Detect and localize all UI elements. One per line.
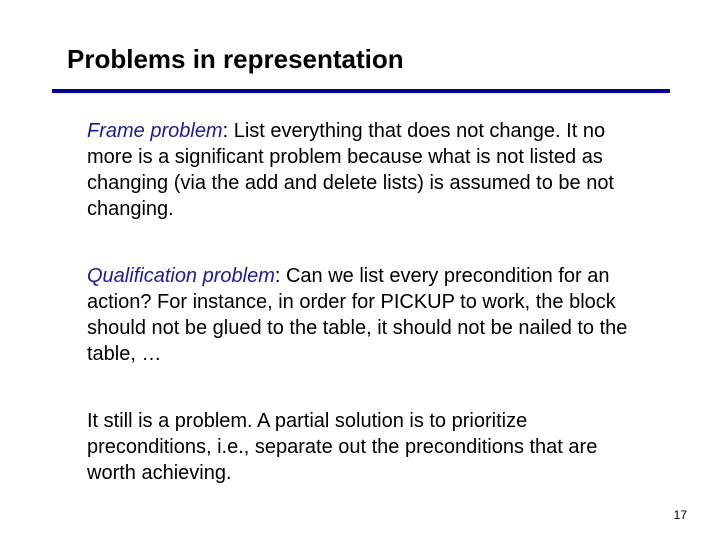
frame-problem-paragraph bbox=[87, 118, 647, 222]
qualification-problem-text: : Can we list every precondition for an action? For instance, in order for PICKUP to work, the block should not be glued to the table, it should not be nailed to the table, … bbox=[87, 265, 628, 365]
qualification-problem-paragraph bbox=[87, 263, 647, 367]
qualification-problem-term: Qualification problem bbox=[87, 265, 275, 287]
slide-title: Problems in representation bbox=[67, 44, 404, 74]
partial-solution-paragraph: It still is a problem. A partial solution is to prioritize preconditions, i.e., separate out the preconditions that are worth achieving. bbox=[87, 410, 598, 484]
page-number: 17 bbox=[673, 508, 687, 522]
frame-problem-term: Frame problem bbox=[87, 120, 223, 142]
title-underline bbox=[52, 89, 670, 93]
frame-problem-text: : List everything that does not change. It no more is a significant problem because what is not listed as changing (via the add and delete lists) is assumed to be not changing. bbox=[87, 120, 614, 220]
